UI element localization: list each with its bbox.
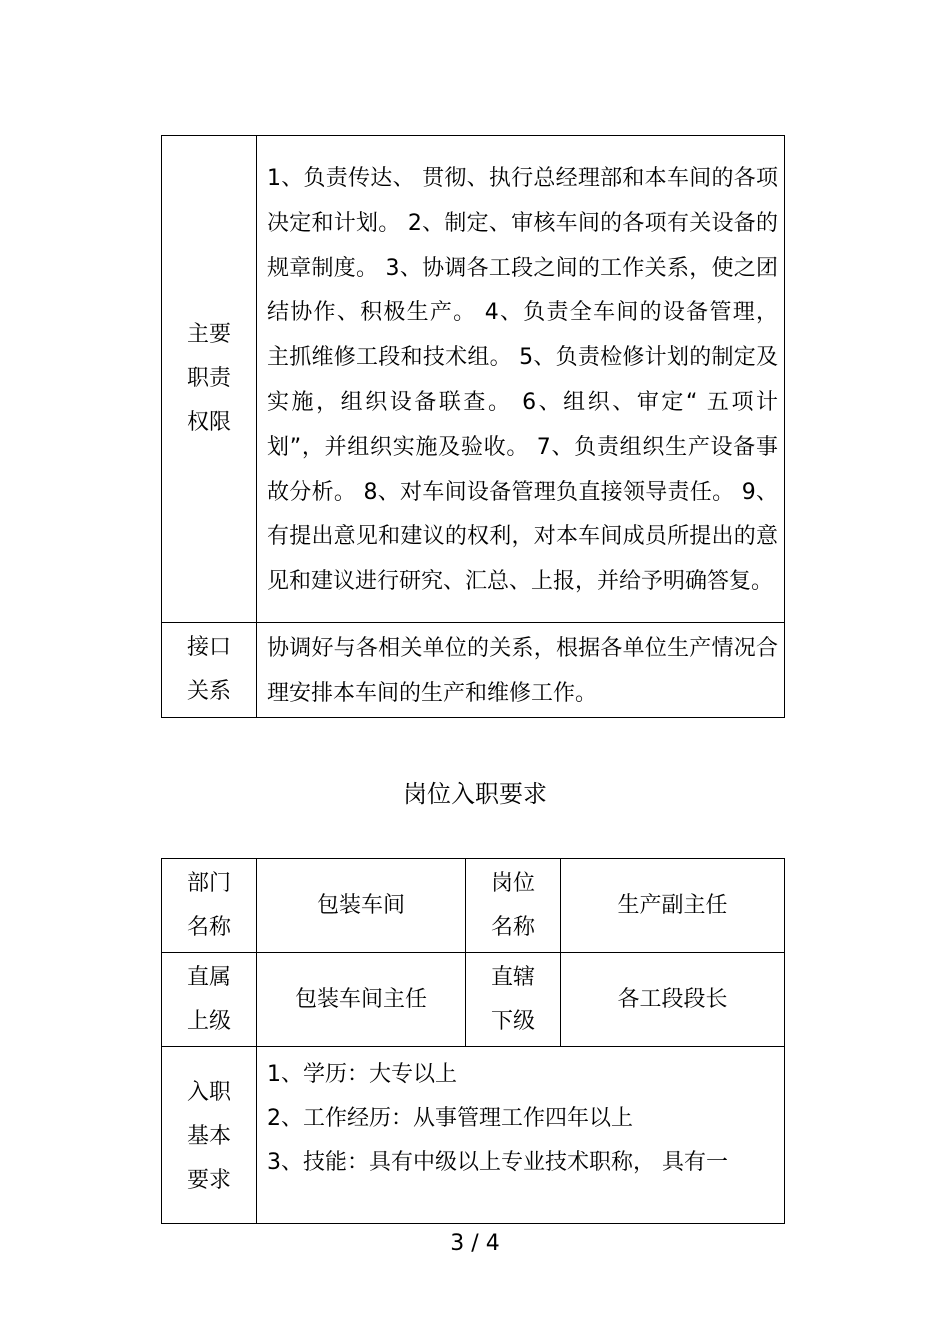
- superior-value: 包装车间主任: [257, 953, 466, 1047]
- interface-row: [162, 623, 785, 718]
- duties-label-line: 主要: [186, 322, 231, 347]
- dept-label-cell: [162, 859, 257, 953]
- requirement-line: 3、技能：具有中级以上专业技术职称， 具有一: [267, 1150, 728, 1175]
- superior-label-line: 直属: [186, 964, 231, 990]
- section-title: 岗位入职要求: [403, 780, 547, 808]
- page-number: 3 / 4: [450, 1231, 500, 1256]
- interface-text: 协调好与各相关单位的关系，根据各单位生产情况合理安排本车间的生产和维修工作。: [267, 636, 778, 706]
- basic-label-cell: [162, 1047, 257, 1224]
- dept-row: [162, 859, 785, 953]
- subordinate-label-line: 下级: [490, 1008, 535, 1034]
- subordinate-value: 各工段段长: [561, 953, 785, 1047]
- dept-value: 包装车间: [257, 859, 466, 953]
- duties-label-cell: [162, 136, 257, 623]
- basic-requirements-row: [162, 1047, 785, 1224]
- basic-label-line: 要求: [186, 1167, 231, 1193]
- requirement-line: 1、学历：大专以上: [267, 1062, 457, 1087]
- interface-label-cell: [162, 623, 257, 718]
- duties-text-cell: [257, 136, 785, 623]
- basic-label-line: 基本: [186, 1123, 231, 1149]
- dept-label-line: 部门: [186, 870, 231, 896]
- post-label-line: 名称: [490, 914, 535, 940]
- basic-label-line: 入职: [186, 1079, 231, 1105]
- interface-label-line: 关系: [186, 678, 231, 704]
- post-label-line: 岗位: [490, 870, 535, 896]
- requirements-table: [161, 858, 785, 1224]
- superior-row: [162, 953, 785, 1047]
- duties-text: 1、负责传达、 贯彻、执行总经理部和本车间的各项决定和计划。 2、制定、审核车间的各项有关设备的规章制度。 3、协调各工段之间的工作关系，使之团结协作、积极生产。 4、负责全车间的设备管理， 主抓维修工段和技术组。 5、负责检修计划的制定及实施，组织设备联查。 6、组织、审定“ 五项计划”，并组织实施及验收。 7、负责组织生产设备事故分析。 8、对车间设备管理负直接领导责任。 9、有提出意见和建议的权利，对本车间成员所提出的意见和建议进行研究、汇总、上报，并给予明确答复。: [267, 166, 778, 595]
- duties-label-line: 权限: [186, 410, 231, 435]
- post-value: 生产副主任: [561, 859, 785, 953]
- duties-row: [162, 136, 785, 623]
- subordinate-label-cell: [466, 953, 561, 1047]
- duties-label-line: 职责: [186, 366, 231, 391]
- requirement-line: 2、工作经历：从事管理工作四年以上: [267, 1106, 633, 1131]
- superior-label-cell: [162, 953, 257, 1047]
- dept-label-line: 名称: [186, 914, 231, 940]
- post-label-cell: [466, 859, 561, 953]
- interface-label-line: 接口: [186, 634, 231, 660]
- duties-table: [161, 135, 785, 718]
- basic-requirements-cell: [257, 1047, 785, 1224]
- interface-text-cell: [257, 623, 785, 718]
- superior-label-line: 上级: [186, 1008, 231, 1034]
- subordinate-label-line: 直辖: [490, 964, 535, 990]
